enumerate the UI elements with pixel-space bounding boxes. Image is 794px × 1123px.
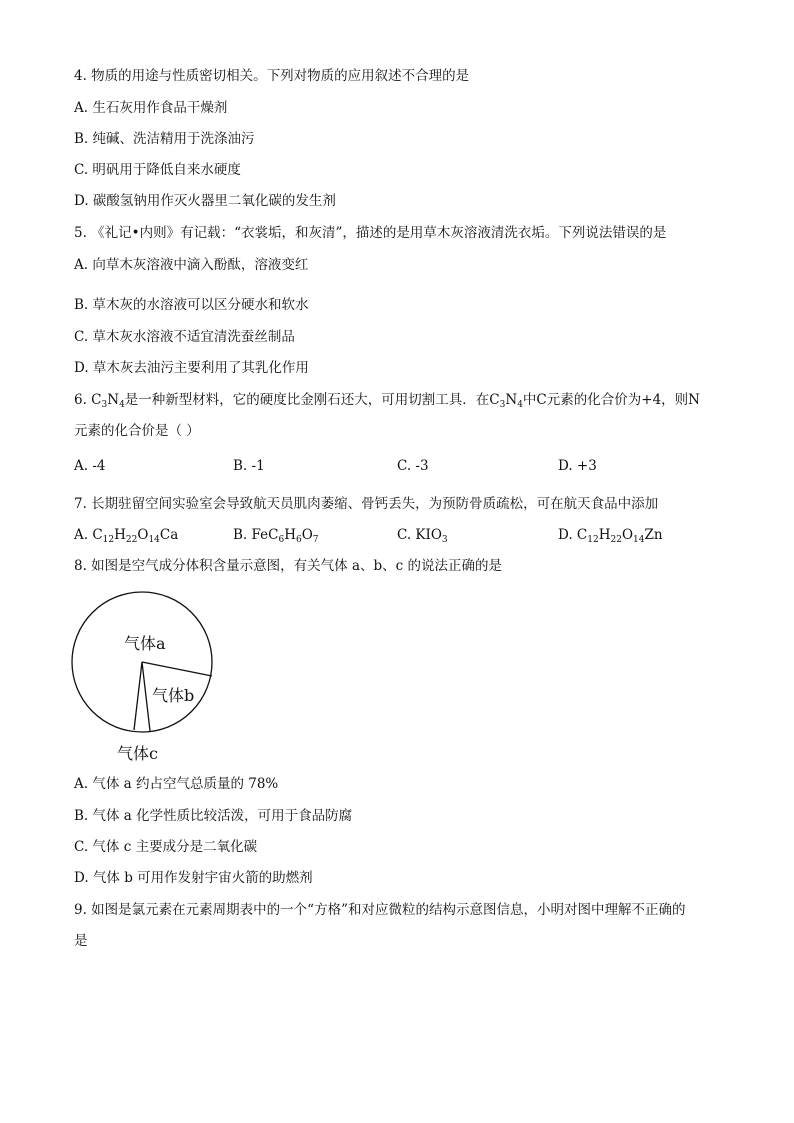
q4-stem: 4. 物质的用途与性质密切相关。下列对物质的应用叙述不合理的是 — [74, 68, 470, 84]
q7-option-d: D. $C_{12}H_{22}O_{14}Zn$ — [558, 527, 663, 545]
q6-number: 6. — [74, 392, 92, 408]
q7-option-a: A. $C_{12}H_{22}O_{14}Ca$ — [74, 527, 179, 545]
diagram-label-a: 气体a — [124, 634, 166, 653]
q6-option-a: A. -4 — [74, 458, 106, 474]
q9-stem-line2: 是 — [74, 933, 88, 949]
q6-option-b: B. -1 — [233, 458, 265, 474]
q7-option-c: C. $KIO_3$ — [397, 527, 448, 545]
q4-option-d: D. 碳酸氢钠用作灭火器里二氧化碳的发生剂 — [74, 193, 336, 209]
diagram-label-b: 气体b — [152, 686, 195, 705]
q5-stem: 5. 《礼记•内则》有记载：“衣裳垢，和灰清”，描述的是用草木灰溶液清洗衣垢。下列说法错误的是 — [74, 225, 667, 241]
q6-stem-mid-2: 中C元素的化合价为+4，则N — [522, 392, 700, 408]
q8-stem: 8. 如图是空气成分体积含量示意图，有关气体 a、b、c 的说法正确的是 — [74, 558, 503, 574]
q6-stem — [74, 391, 700, 409]
q6-option-c: C. -3 — [397, 458, 429, 474]
q6-stem-line2: 元素的化合价是（ ） — [74, 423, 200, 439]
q9-stem: 9. 如图是氯元素在元素周期表中的一个“方格”和对应微粒的结构示意图信息，小明对图中理解不正确的 — [74, 902, 686, 918]
diagram-label-c: 气体c — [117, 744, 158, 763]
q6-stem-mid-1: 是一种新型材料，它的硬度比金刚石还大，可用切割工具．在 — [124, 392, 490, 408]
q8-option-d: D. 气体 b 可用作发射宇宙火箭的助燃剂 — [74, 870, 313, 886]
diagram-radius-3 — [142, 662, 212, 676]
q7-option-b: B. $FeC_6H_6O_7$ — [233, 527, 319, 545]
diagram-radius-1 — [134, 662, 142, 730]
q4-option-a: A. 生石灰用作食品干燥剂 — [74, 100, 228, 116]
q5-option-b: B. 草木灰的水溶液可以区分硬水和软水 — [74, 297, 309, 313]
q5-option-a: A. 向草木灰溶液中滴入酚酞，溶液变红 — [74, 257, 309, 273]
q5-option-c: C. 草木灰水溶液不适宜清洗蚕丝制品 — [74, 329, 295, 345]
diagram-radius-2 — [142, 662, 150, 731]
q6-formula-c3n4: $C_3N_4$ — [91, 392, 125, 410]
q4-option-c: C. 明矾用于降低自来水硬度 — [74, 162, 241, 178]
q8-option-c: C. 气体 c 主要成分是二氧化碳 — [74, 839, 258, 855]
q7-stem: 7. 长期驻留空间实验室会导致航天员肌肉萎缩、骨钙丢失，为预防骨质疏松，可在航天食品中添加 — [74, 496, 659, 512]
q8-option-b: B. 气体 a 化学性质比较活泼，可用于食品防腐 — [74, 808, 353, 824]
q8-option-a: A. 气体 a 约占空气总质量的 78% — [74, 776, 279, 792]
q4-option-b: B. 纯碱、洗洁精用于洗涤油污 — [74, 131, 255, 147]
q5-option-d: D. 草木灰去油污主要利用了其乳化作用 — [74, 360, 309, 376]
q6-formula-c3n4-2: $C_3N_4$ — [489, 392, 523, 410]
q6-option-d: D. +3 — [558, 458, 597, 474]
air-composition-diagram — [70, 590, 220, 770]
